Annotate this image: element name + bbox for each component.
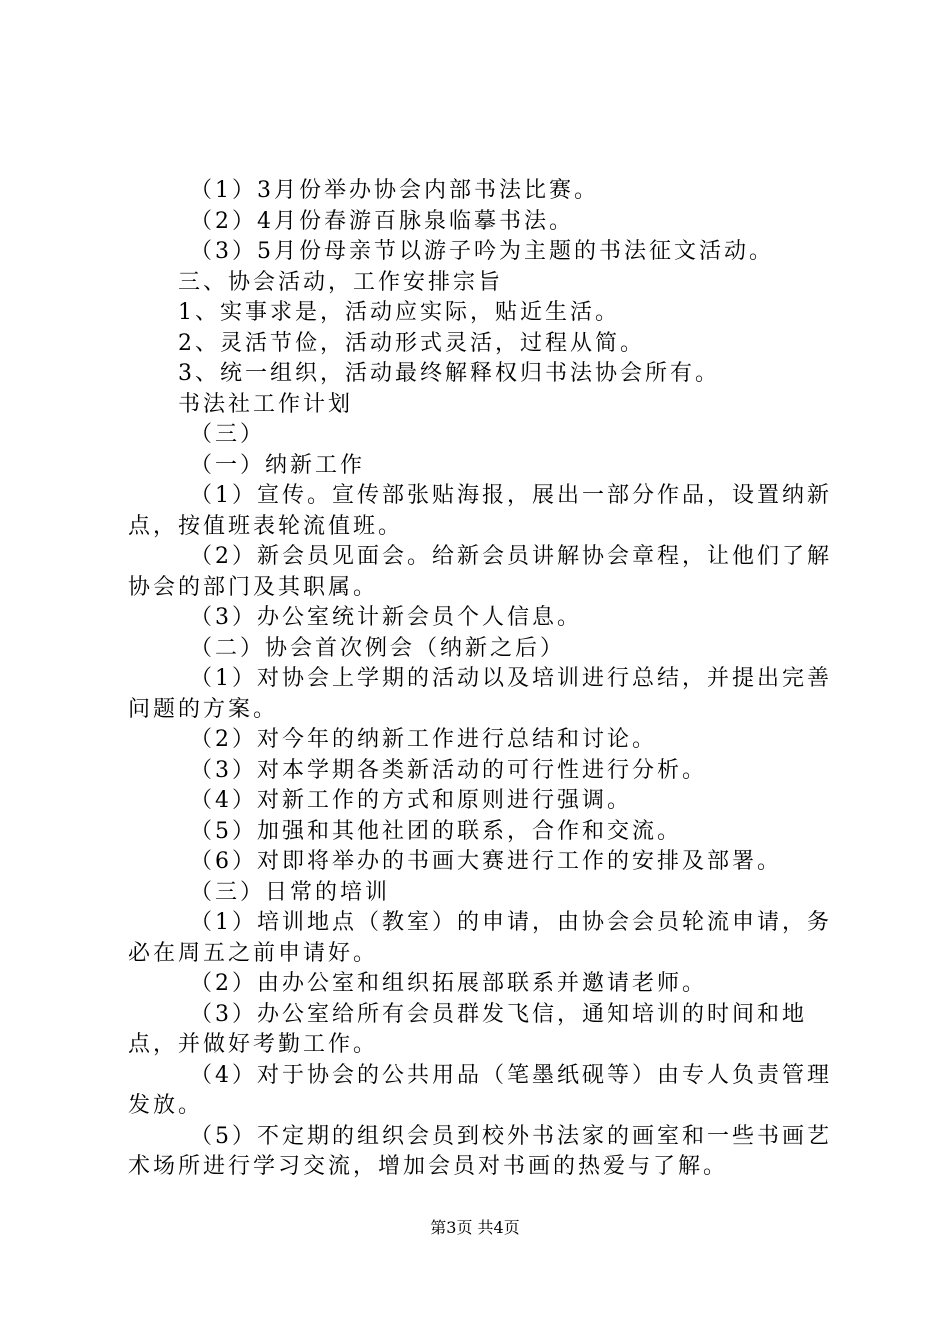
paragraph: （1）3月份举办协会内部书法比赛。 [190,178,599,203]
paragraph: （1）对协会上学期的活动以及培训进行总结，并提出完善问题的方案。 [128,666,832,722]
paragraph: （2）新会员见面会。给新会员讲解协会章程，让他们了解协会的部门及其职属。 [128,544,832,600]
paragraph: （3）对本学期各类新活动的可行性进行分析。 [190,757,707,783]
document-title: 书法社工作计划 [178,391,354,417]
section-heading: （一）纳新工作 [190,452,366,478]
paragraph: 1、实事求是，活动应实际，贴近生活。 [178,300,620,325]
paragraph: （1）宣传。宣传部张贴海报，展出一部分作品，设置纳新点，按值班表轮流值班。 [128,483,832,539]
paragraph: （3）办公室给所有会员群发飞信，通知培训的时间和地点，并做好考勤工作。 [128,1001,807,1057]
document-body [128,176,838,1183]
paragraph: （1）培训地点（教室）的申请，由协会会员轮流申请，务必在周五之前申请好。 [128,910,832,966]
paragraph: （3）办公室统计新会员个人信息。 [190,605,582,630]
paragraph: （5）不定期的组织会员到校外书法家的画室和一些书画艺术场所进行学习交流，增加会员对书画的热爱与了解。 [128,1123,832,1179]
paragraph: （4）对新工作的方式和原则进行强调。 [190,788,632,813]
section-heading: （三）日常的培训 [190,879,391,905]
paragraph: （2）对今年的纳新工作进行总结和讨论。 [190,727,657,752]
paragraph: （三） [190,422,266,447]
paragraph: 3、统一组织，活动最终解释权归书法协会所有。 [178,361,720,386]
paragraph: （6）对即将举办的书画大赛进行工作的安排及部署。 [190,849,782,874]
paragraph: （5）加强和其他社团的联系，合作和交流。 [190,818,682,844]
section-heading: 三、协会活动，工作安排宗旨 [178,269,504,295]
paragraph: （2）4月份春游百脉泉临摹书法。 [190,208,574,234]
page-footer: 第3页 共4页 [430,1218,520,1237]
paragraph: 2、灵活节俭，活动形式灵活，过程从简。 [178,330,645,356]
paragraph: （3）5月份母亲节以游子吟为主题的书法征文活动。 [190,239,774,264]
paragraph: （4）对于协会的公共用品（笔墨纸砚等）由专人负责管理发放。 [128,1062,832,1118]
paragraph: （2）由办公室和组织拓展部联系并邀请老师。 [190,971,707,996]
section-heading: （二）协会首次例会（纳新之后） [190,635,566,661]
